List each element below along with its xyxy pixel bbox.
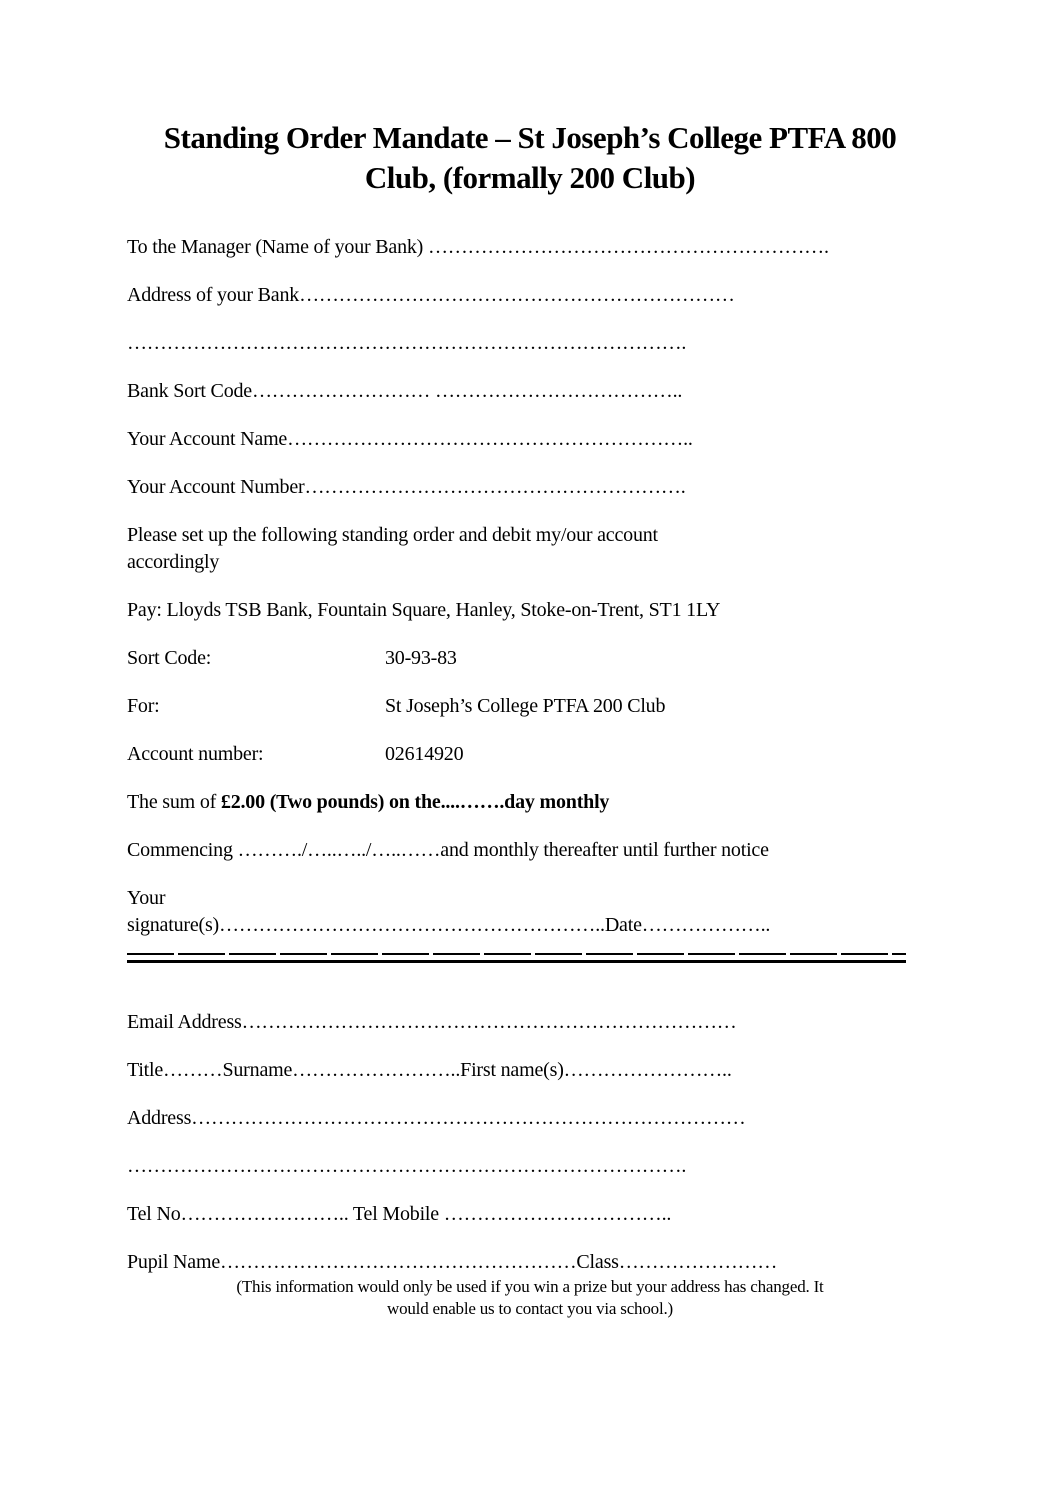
payee-sort-code-row bbox=[127, 645, 933, 672]
signature-date-line bbox=[127, 885, 933, 939]
signature-line1: Your bbox=[127, 887, 166, 909]
instruction-text bbox=[127, 522, 933, 576]
field-bank-address: Address of your Bank………………………………………………………… bbox=[127, 284, 735, 306]
field-title-surname-firstname: Title………Surname……………………..First name(s)…………………….. bbox=[127, 1059, 732, 1081]
signature-line2: signature(s)…………………………………………………..Date……………….. bbox=[127, 914, 771, 936]
payee-for-label: For: bbox=[127, 695, 160, 717]
field-home-address: Address………………………………………………………………………… bbox=[127, 1107, 746, 1129]
document-title bbox=[127, 118, 933, 198]
amount-line bbox=[127, 789, 933, 816]
payee-account-number-label: Account number: bbox=[127, 743, 264, 765]
payee-line: Pay: Lloyds TSB Bank, Fountain Square, Hanley, Stoke-on-Trent, ST1 1LY bbox=[127, 599, 721, 621]
document-title-line1: Standing Order Mandate – St Joseph’s College PTFA 800 bbox=[163, 120, 897, 155]
amount-bold-text: £2.00 (Two pounds) on the....…….day monthly bbox=[220, 791, 610, 813]
amount-prefix: The sum of bbox=[127, 791, 221, 813]
payee-sort-code-value: 30-93-83 bbox=[385, 647, 457, 669]
payee-for-row bbox=[127, 693, 933, 720]
field-pupil-name-class: Pupil Name………………………………………………Class…………………… bbox=[127, 1251, 778, 1273]
payee-account-number-row bbox=[127, 741, 933, 768]
instruction-line2: accordingly bbox=[127, 551, 220, 573]
payee-sort-code-label: Sort Code: bbox=[127, 647, 212, 669]
commencing-line: Commencing ………./…..…../…..……and monthly thereafter until further notice bbox=[127, 839, 769, 861]
privacy-note-line2: would enable us to contact you via school.) bbox=[387, 1299, 673, 1318]
field-account-name: Your Account Name…………………………………………………….. bbox=[127, 428, 693, 450]
field-email-address: Email Address………………………………………………………………… bbox=[127, 1011, 737, 1033]
field-home-address-continued: …………………………………………………………………………. bbox=[127, 1155, 687, 1177]
field-bank-sort-code: Bank Sort Code……………………… ……………………………….. bbox=[127, 380, 683, 402]
field-bank-manager-name: To the Manager (Name of your Bank) ……………………………………………………. bbox=[127, 236, 829, 258]
section-divider bbox=[127, 953, 906, 963]
section-divider-solid-line bbox=[127, 960, 906, 963]
field-bank-address-continued: …………………………………………………………………………. bbox=[127, 332, 687, 354]
field-account-number: Your Account Number…………………………………………………. bbox=[127, 476, 686, 498]
document-content bbox=[127, 118, 933, 1320]
instruction-line1: Please set up the following standing order and debit my/our account bbox=[127, 524, 658, 546]
document-title-line2: Club, (formally 200 Club) bbox=[364, 160, 696, 195]
payee-account-number-value: 02614920 bbox=[385, 743, 464, 765]
payee-for-value: St Joseph’s College PTFA 200 Club bbox=[385, 695, 666, 717]
privacy-note-line1: (This information would only be used if you win a prize but your address has changed. It bbox=[236, 1277, 824, 1296]
privacy-note bbox=[127, 1276, 933, 1320]
field-telephone-numbers: Tel No…………………….. Tel Mobile …………………………….. bbox=[127, 1203, 672, 1225]
